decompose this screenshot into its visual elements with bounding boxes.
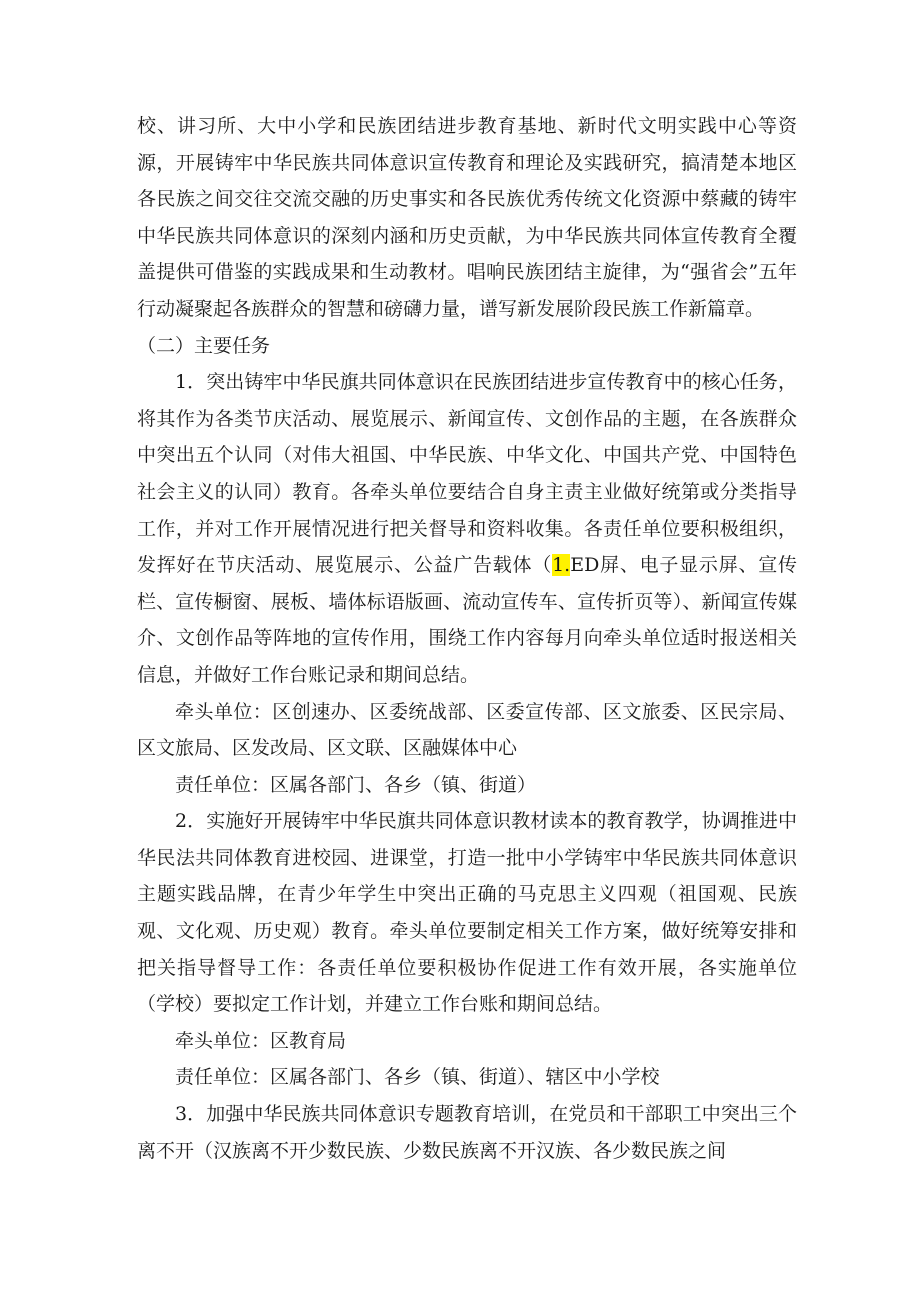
document-body	[137, 108, 797, 1169]
task-2-paragraph: 2．实施好开展铸牢中华民旗共同体意识教材读本的教育教学，协调推进中华民法共同体教育进校园、进课堂，打造一批中小学铸牢中华民族共同体意识主题实践品牌，在青少年学生中突出正确的马克思主义四观（祖国观、民族观、文化观、历史观）教育。牵头单位要制定相关工作方案，做好统筹安排和把关指导督导工作：各责任单位要积极协作促进工作有效开展，各实施单位（学校）要拟定工作计划，并建立工作台账和期间总结。	[137, 810, 797, 1016]
task-2-lead-units: 牵头单位：区教育局	[175, 1029, 347, 1052]
highlighted-text: 1.	[552, 554, 571, 577]
task-2-responsible-units: 责任单位：区属各部门、各乡（镇、街道）、辖区中小学校	[175, 1066, 660, 1089]
task-1-text-b: ED屏、电子显示屏、宣传栏、宣传橱窗、展板、墙体标语版画、流动宣传车、宣传折页等）、新闻宣传媒介、文创作品等阵地的宣传作用，围绕工作内容每月向牵头单位适时报送相关信息，并做好工作台账记录和期间总结。	[137, 554, 797, 686]
task-1-paragraph	[137, 364, 797, 693]
task-3-paragraph: 3．加强中华民族共同体意识专题教育培训，在党员和干部职工中突出三个离不开（汉族离不开少数民族、少数民族离不开汉族、各少数民族之间	[137, 1103, 797, 1162]
task-1-lead-units: 牵头单位：区创速办、区委统战部、区委宣传部、区文旅委、区民宗局、区文旅局、区发改局、区文联、区融媒体中心	[137, 700, 797, 760]
task-1-text-a: 1．突出铸牢中华民旗共同体意识在民族团结进步宣传教育中的核心任务，将其作为各类节庆活动、展览展示、新闻宣传、文创作品的主题，在各族群众中突出五个认同（对伟大祖国、中华民族、中华文化、中国共产党、中国特色社会主义的认同）教育。各牵头单位要结合自身主责主业做好统第或分类指导工作，并对工作开展情况进行把关督导和资料收集。各责任单位要积极组织，发挥好在节庆活动、展览展示、公益广告载体（	[137, 371, 797, 577]
intro-paragraph: 校、讲习所、大中小学和民族团结进步教育基地、新时代文明实践中心等资源，开展铸牢中华民族共同体意识宣传教育和理论及实践研究，搞清楚本地区各民族之间交往交流交融的历史事实和各民族优秀传统文化资源中蔡藏的铸牢中华民族共同体意识的深刻内涵和历史贡献，为中华民族共同体宣传教育全覆盖提供可借鉴的实践成果和生动教材。唱响民族团结主旋律，为“强省会”五年行动凝聚起各族群众的智慧和磅礴力量，谱写新发展阶段民族工作新篇章。	[137, 115, 797, 320]
task-1-responsible-units: 责任单位：区属各部门、各乡（镇、街道）	[175, 773, 537, 796]
section-heading: （二）主要任务	[137, 334, 271, 357]
